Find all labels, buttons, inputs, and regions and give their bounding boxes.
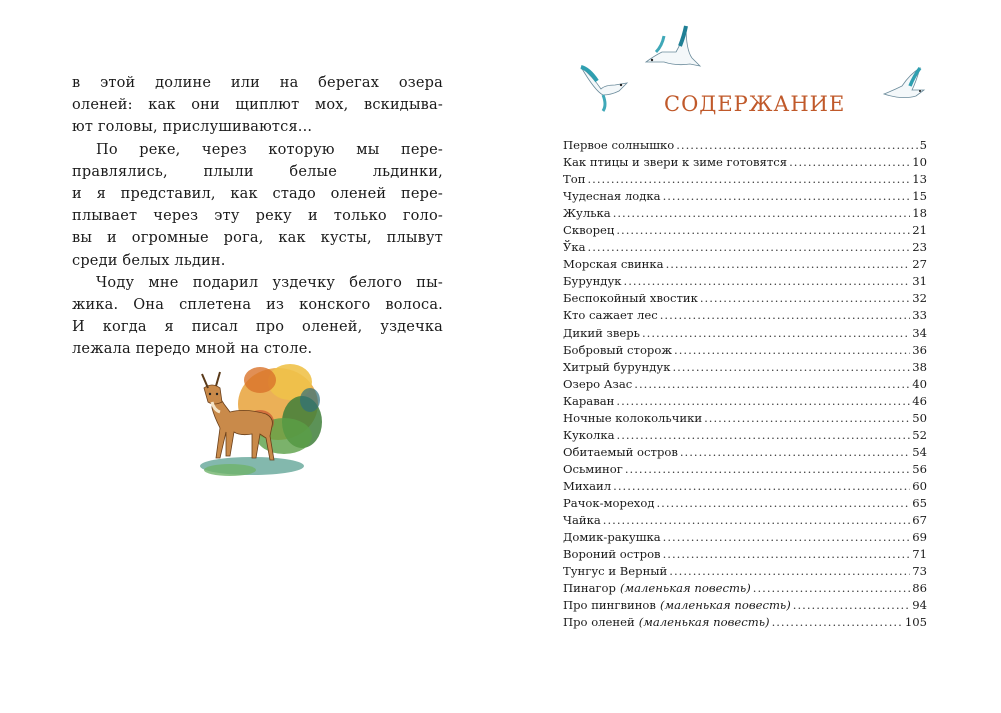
toc-leader-dots [613,478,910,495]
toc-leader-dots [672,359,910,376]
toc-leader-dots [663,546,911,563]
toc-entry [563,325,927,342]
text-line: Чоду мне подарил уздечку белого пы- [96,274,443,291]
toc-page-number: 67 [912,513,927,528]
toc-entry-title [563,410,702,427]
toc-page-number: 18 [912,206,927,221]
toc-page-number: 31 [912,274,927,289]
toc-entry-title [563,580,751,597]
toc-page-number: 32 [912,291,927,306]
toc-leader-dots [793,597,910,614]
toc-leader-dots [663,529,911,546]
toc-page-number: 65 [912,495,927,510]
toc-entry-name: Вороний остров [563,547,661,562]
toc-entry [563,495,927,512]
toc-leader-dots [613,205,911,222]
text-line: оленей: как они щиплют мох, вскидыва- [72,97,443,114]
toc-entry-title [563,359,670,376]
toc-entry-title [563,478,611,495]
toc-entry-title [563,205,611,222]
toc-entry-name: Жулька [563,206,611,221]
toc-page-number: 46 [912,393,927,408]
toc-entry-name: Хитрый бурундук [563,359,671,374]
toc-entry [563,154,927,171]
toc-entry [563,137,927,154]
toc-entry-title [563,325,640,342]
text-line: жика. Она сплетена из конского волоса. [72,297,443,314]
toc-entry-name: Осьминог [563,461,623,476]
toc-entry-name: Караван [563,393,615,408]
text-line: и я представил, как стадо оленей пере- [72,186,443,203]
contents-title: СОДЕРЖАНИЕ [664,92,846,116]
toc-entry-title [563,597,791,614]
toc-entry [563,614,927,631]
toc-leader-dots [772,614,903,631]
toc-page-number: 33 [912,308,927,323]
toc-leader-dots [660,307,911,324]
toc-entry-name: Ўка [563,240,586,255]
toc-entry-name: Как птицы и звери к зиме готовятся [563,155,788,170]
toc-page-number: 27 [912,257,927,272]
toc-entry-title [563,256,664,273]
toc-leader-dots [700,290,910,307]
toc-entry-name: Бобровый сторож [563,342,673,357]
toc-entry-name: Рачок-мореход [563,495,655,510]
story-text [72,72,443,361]
toc-entry-note: (маленькая повесть) [619,581,751,596]
toc-leader-dots [587,171,910,188]
toc-entry-name: Про пингвинов [563,598,656,613]
toc-leader-dots [616,393,910,410]
toc-entry-note: (маленькая повесть) [659,598,791,613]
toc-entry-title [563,495,654,512]
text-line: лежала передо мной на столе. [72,341,313,358]
text-line: плывает через эту реку и только голо- [72,208,443,225]
toc-entry [563,461,927,478]
toc-entry-title [563,273,622,290]
toc-leader-dots [680,444,910,461]
toc-leader-dots [676,137,917,154]
toc-entry-note: (маленькая повесть) [638,615,770,630]
toc-entry-title [563,239,586,256]
toc-entry-title [563,546,661,563]
toc-page-number: 21 [912,223,927,238]
toc-entry-title [563,154,787,171]
toc-page-number: 56 [912,461,927,476]
toc-entry-title [563,529,661,546]
seagull-icon [642,22,704,84]
toc-entry [563,290,927,307]
toc-entry-name: Скворец [563,223,615,238]
toc-page-number: 50 [912,410,927,425]
toc-page-number: 60 [912,478,927,493]
toc-entry-title [563,290,698,307]
text-line: правлялись, плыли белые льдинки, [72,163,443,180]
toc-entry-title [563,512,601,529]
deer-illustration [190,352,325,480]
toc-leader-dots [642,325,910,342]
text-line: ют головы, прислушиваются... [72,119,313,136]
toc-page-number: 36 [912,342,927,357]
toc-entry [563,410,927,427]
toc-entry [563,222,927,239]
toc-leader-dots [656,495,910,512]
toc-entry [563,512,927,529]
toc-leader-dots [663,188,911,205]
toc-page-number: 38 [912,359,927,374]
toc-page-number: 5 [919,138,927,152]
toc-leader-dots [625,461,910,478]
toc-leader-dots [616,222,910,239]
toc-leader-dots [674,342,910,359]
toc-entry-title [563,393,614,410]
toc-entry [563,171,927,188]
toc-entry-name: Про оленей [563,615,635,630]
toc-entry-title [563,563,667,580]
toc-entry-title [563,444,678,461]
toc-entry-name: Морская свинка [563,257,664,272]
toc-entry [563,563,927,580]
toc-page-number: 40 [912,376,927,391]
toc-entry-name: Озеро Азас [563,376,633,391]
toc-entry-name: Пинагор [563,581,616,596]
text-line: в этой долине или на берегах озера [72,75,443,91]
toc-leader-dots [669,563,910,580]
text-line: среди белых льдин. [72,252,226,269]
toc-page-number: 105 [904,615,927,630]
toc-entry [563,529,927,546]
toc-entry-title [563,188,661,205]
toc-entry-name: Ночные колокольчики [563,410,703,425]
toc-entry [563,239,927,256]
toc-leader-dots [753,580,910,597]
toc-entry [563,307,927,324]
toc-entry-name: Первое солнышко [563,138,675,152]
table-of-contents [563,137,927,631]
toc-entry [563,546,927,563]
toc-leader-dots [603,512,910,529]
toc-page-number: 13 [912,172,927,187]
toc-entry-name: Беспокойный хвостик [563,291,698,306]
seagull-icon [575,55,633,113]
toc-entry-name: Михаил [563,478,612,493]
toc-entry-title [563,614,770,631]
toc-entry-title [563,222,614,239]
toc-page-number: 15 [912,189,927,204]
toc-leader-dots [704,410,910,427]
toc-page-number: 69 [912,530,927,545]
toc-entry [563,359,927,376]
toc-entry-name: Кто сажает лес [563,308,658,323]
toc-page-number: 71 [912,547,927,562]
text-line: вы и огромные рога, как кусты, плывут [72,230,443,247]
toc-entry-name: Обитаемый остров [563,444,678,459]
toc-entry [563,376,927,393]
toc-page-number: 54 [912,444,927,459]
toc-entry-name: Тунгус и Верный [563,564,668,579]
toc-leader-dots [789,154,910,171]
toc-entry-name: Домик-ракушка [563,530,661,545]
toc-entry [563,597,927,614]
text-line: По реке, через которую мы пере- [96,141,443,158]
toc-entry-name: Чайка [563,513,601,528]
toc-entry-title [563,342,672,359]
toc-page-number: 23 [912,240,927,255]
toc-entry [563,444,927,461]
toc-leader-dots [634,376,910,393]
toc-entry-title [563,171,585,188]
toc-entry-name: Дикий зверь [563,325,640,340]
toc-entry [563,205,927,222]
toc-entry-name: Топ [563,172,586,187]
toc-page-number: 52 [912,427,927,442]
toc-entry-name: Бурундук [563,274,622,289]
toc-page-number: 34 [912,325,927,340]
toc-entry-title [563,376,632,393]
toc-entry [563,393,927,410]
toc-entry-name: Куколка [563,427,615,442]
toc-entry [563,256,927,273]
toc-entry-title [563,427,615,444]
left-page [0,0,500,713]
toc-entry [563,273,927,290]
toc-leader-dots [624,273,911,290]
toc-entry-title [563,137,674,154]
toc-entry [563,427,927,444]
toc-page-number: 10 [912,155,927,170]
toc-entry-title [563,307,658,324]
toc-leader-dots [666,256,911,273]
toc-leader-dots [617,427,911,444]
text-line: И когда я писал про оленей, уздечка [72,319,443,336]
toc-entry [563,342,927,359]
toc-page-number: 94 [912,598,927,613]
toc-entry [563,478,927,495]
toc-leader-dots [588,239,911,256]
toc-entry-name: Чудесная лодка [563,189,661,204]
toc-page-number: 73 [912,564,927,579]
toc-page-number: 86 [912,581,927,596]
toc-entry [563,188,927,205]
seagull-icon [880,64,928,104]
toc-entry-title [563,461,623,478]
toc-entry [563,580,927,597]
